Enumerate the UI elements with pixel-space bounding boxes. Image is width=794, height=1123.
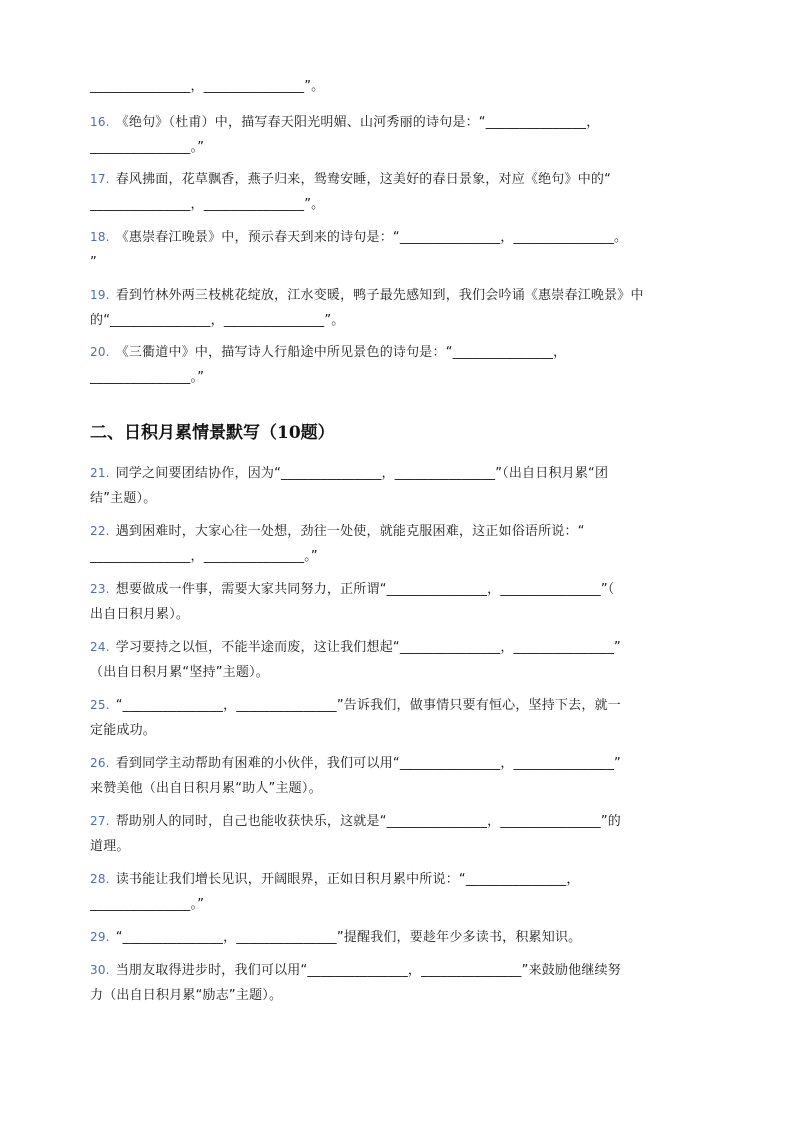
question-number: 29. — [90, 930, 110, 944]
question-number: 17. — [90, 172, 110, 186]
question-number: 28. — [90, 872, 110, 886]
question-text: 道理。 — [90, 839, 130, 854]
question-24 — [90, 635, 710, 685]
question-number: 24. — [90, 640, 110, 654]
question-text: 学习要持之以恒，不能半途而废，这让我们想起“_______________，_______________” — [115, 640, 621, 655]
question-text: 的“_______________，_______________”。 — [90, 313, 345, 328]
question-number: 22. — [90, 524, 110, 538]
question-18 — [90, 225, 710, 275]
question-26 — [90, 751, 710, 801]
question-text: 力（出自日积月累“励志”主题）。 — [90, 988, 283, 1003]
question-text: 来赞美他（出自日积月累“助人”主题）。 — [90, 781, 322, 796]
question-text: “_______________，_______________”告诉我们，做事情只要有恒心，坚持下去，就一 — [115, 698, 621, 713]
question-text: 《三衢道中》中，描写诗人行船途中所见景色的诗句是：“_______________， — [115, 345, 567, 360]
question-22 — [90, 519, 710, 569]
question-15-continuation — [90, 74, 710, 99]
question-20 — [90, 340, 710, 390]
question-text: 春风拂面，花草飘香，燕子归来，鸳鸯安睡，这美好的春日景象，对应《绝句》中的“ — [115, 172, 612, 187]
question-text: 看到同学主动帮助有困难的小伙伴，我们可以用“_______________，_______________” — [115, 756, 621, 771]
question-23 — [90, 577, 710, 627]
question-text: “_______________，_______________”提醒我们，要趁年少多读书，积累知识。 — [115, 930, 582, 945]
question-text: （出自日积月累“坚持”主题）。 — [90, 665, 269, 680]
question-number: 30. — [90, 963, 110, 977]
question-text: _______________。” — [90, 370, 205, 385]
question-text: 帮助别人的同时，自己也能收获快乐，这就是“_______________，_______________”的 — [115, 814, 621, 829]
question-25 — [90, 693, 710, 743]
question-16 — [90, 110, 710, 160]
question-text: _______________，_______________”。 — [90, 197, 325, 212]
question-text: _______________。” — [90, 140, 205, 155]
question-number: 19. — [90, 288, 110, 302]
question-30 — [90, 958, 710, 1008]
question-number: 16. — [90, 115, 110, 129]
question-text: ” — [90, 255, 97, 270]
question-text: _______________，_______________。” — [90, 549, 318, 564]
question-number: 18. — [90, 230, 110, 244]
question-text: 《绝句》（杜甫）中，描写春天阳光明媚、山河秀丽的诗句是：“_______________， — [115, 115, 600, 130]
section-heading: 二、日积月累情景默写（10题） — [90, 423, 335, 443]
question-number: 27. — [90, 814, 110, 828]
question-text: 遇到困难时，大家心往一处想，劲往一处使，就能克服困难，这正如俗语所说：“ — [115, 524, 585, 539]
question-19 — [90, 283, 710, 333]
question-text: 定能成功。 — [90, 723, 157, 738]
question-number: 26. — [90, 756, 110, 770]
question-number: 25. — [90, 698, 110, 712]
question-text: 想要做成一件事，需要大家共同努力，正所谓“_______________，_______________”（ — [115, 582, 615, 597]
question-number: 21. — [90, 466, 110, 480]
question-text: 《惠崇春江晚景》中，预示春天到来的诗句是：“_______________，_______________。 — [115, 230, 628, 245]
question-27 — [90, 809, 710, 859]
question-17 — [90, 167, 710, 217]
question-number: 20. — [90, 345, 110, 359]
question-text: 读书能让我们增长见识，开阔眼界，正如日积月累中所说：“_______________， — [115, 872, 580, 887]
question-text: 同学之间要团结协作，因为“_______________，_______________”（出自日积月累“团 — [115, 466, 609, 481]
question-29 — [90, 925, 710, 950]
question-text: _______________，_______________”。 — [90, 79, 325, 94]
question-text: _______________。” — [90, 897, 205, 912]
question-text: 看到竹林外两三枝桃花绽放，江水变暖，鸭子最先感知到，我们会吟诵《惠崇春江晚景》中 — [115, 288, 644, 303]
question-number: 23. — [90, 582, 110, 596]
question-21 — [90, 461, 710, 511]
question-text: 结”主题）。 — [90, 491, 157, 506]
question-28 — [90, 867, 710, 917]
question-text: 当朋友取得进步时，我们可以用“_______________，_______________”来鼓励他继续努 — [115, 963, 621, 978]
question-text: 出自日积月累）。 — [90, 607, 190, 622]
